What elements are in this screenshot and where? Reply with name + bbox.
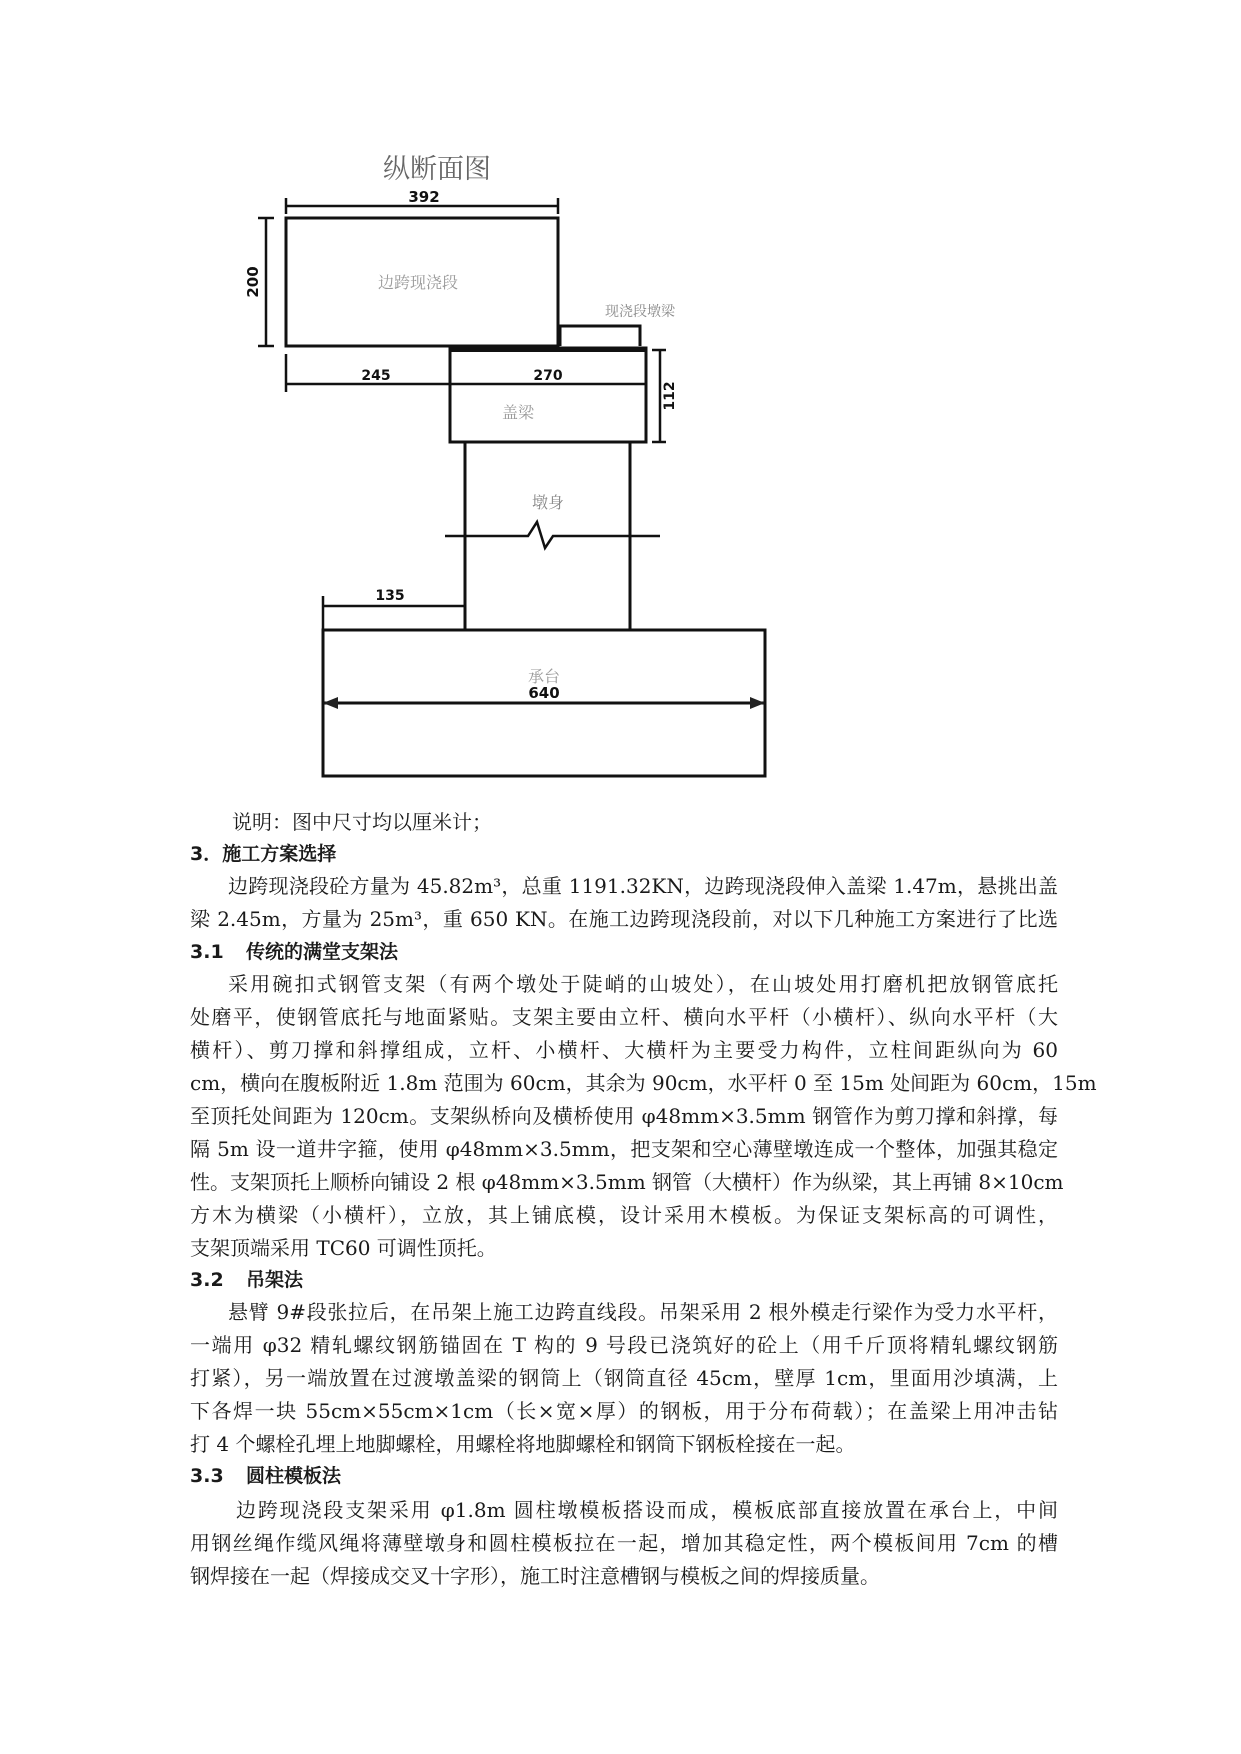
section-3-3-heading <box>190 1460 341 1492</box>
section-3-3-line: 边跨现浇段支架采用 φ1.8m 圆柱墩模板搭设而成，模板底部直接放置在承台上，中间 <box>236 1498 1058 1522</box>
label-cast-segment: 边跨现浇段 <box>377 273 459 292</box>
section-3-2-line: 打紧），另一端放置在过渡墩盖梁的钢筒上（钢筒直径 45cm，壁厚 1cm，里面用沙填满，上 <box>190 1366 1058 1390</box>
section-3-1-line: 支架顶端采用 TC60 可调性顶托。 <box>190 1236 497 1260</box>
label-adjacent-segment: 现浇段墩梁 <box>605 304 675 320</box>
section-3-2-line: 一端用 φ32 精轧螺纹钢筋锚固在 T 构的 9 号段已浇筑好的砼上（用千斤顶将精轧螺纹钢筋 <box>190 1333 1058 1357</box>
section-title: 吊架法 <box>246 1269 304 1291</box>
section-3-line: 边跨现浇段砼方量为 45.82m³，总重 1191.32KN，边跨现浇段伸入盖梁 1.47m，悬挑出盖 <box>228 874 1058 898</box>
label-pier-body: 墩身 <box>531 493 565 512</box>
section-3-1-line: 至顶托处间距为 120cm。支架纵桥向及横桥使用 φ48mm×3.5mm 钢管作为剪刀撑和斜撑，每 <box>190 1104 1058 1128</box>
section-3-1-line: 隔 5m 设一道井字箍，使用 φ48mm×3.5mm，把支架和空心薄壁墩连成一个整体，加强其稳定 <box>190 1137 1058 1161</box>
section-3-3-line: 钢焊接在一起（焊接成交叉十字形），施工时注意槽钢与模板之间的焊接质量。 <box>190 1564 880 1588</box>
section-3-1-heading <box>190 936 398 968</box>
section-3-1-line: cm，横向在腹板附近 1.8m 范围为 60cm，其余为 90cm，水平杆 0 至 15m 处间距为 60cm，15m <box>190 1071 1097 1095</box>
section-3-1-line: 采用碗扣式钢管支架（有两个墩处于陡峭的山坡处），在山坡处用打磨机把放钢管底托 <box>228 972 1058 996</box>
section-3-2-line: 悬臂 9#段张拉后，在吊架上施工边跨直线段。吊架采用 2 根外模走行梁作为受力水平杆， <box>228 1300 1058 1324</box>
section-3-1-line: 横杆）、剪刀撑和斜撑组成，立杆、小横杆、大横杆为主要受力构件，立柱间距纵向为 60 <box>190 1038 1058 1062</box>
arrow-left <box>323 697 338 709</box>
section-title: 传统的满堂支架法 <box>246 941 399 963</box>
section-title: 圆柱模板法 <box>246 1465 342 1487</box>
dim-label-pile-cap-width: 640 <box>528 684 560 702</box>
section-3-2-heading <box>190 1264 303 1296</box>
cap-beam-box <box>450 348 646 442</box>
section-drawing <box>0 0 1241 800</box>
label-cap-beam: 盖梁 <box>501 403 535 422</box>
arrow-right <box>750 697 765 709</box>
label-pile-cap: 承台 <box>527 667 561 686</box>
section-3-2-line: 打 4 个螺栓孔埋上地脚螺栓，用螺栓将地脚螺栓和钢筒下钢板栓接在一起。 <box>190 1432 856 1456</box>
dim-label-segment-width: 392 <box>408 188 440 206</box>
dim-label-cap-width: 270 <box>533 368 563 384</box>
section-number: 3.3 <box>190 1465 224 1487</box>
break-line <box>445 522 660 548</box>
dim-label-cap-height: 112 <box>662 381 678 411</box>
section-3-1-line: 处磨平，使钢管底托与地面紧贴。支架主要由立杆、横向水平杆（小横杆）、纵向水平杆（大 <box>190 1005 1058 1029</box>
section-3-line: 梁 2.45m，方量为 25m³，重 650 KN。在施工边跨现浇段前，对以下几种施工方案进行了比选 <box>190 907 1058 931</box>
figure-note: 说明：图中尺寸均以厘米计； <box>232 810 492 834</box>
section-3-1-line: 性。支架顶托上顺桥向铺设 2 根 φ48mm×3.5mm 钢管（大横杆）作为纵梁，其上再铺 8×10cm <box>190 1170 1064 1194</box>
figure-title: 纵断面图 <box>383 154 491 185</box>
dim-label-overhang: 245 <box>361 368 391 384</box>
section-3-1-line: 方木为横梁（小横杆），立放，其上铺底模，设计采用木模板。为保证支架标高的可调性， <box>190 1203 1058 1227</box>
section-number: 3.1 <box>190 941 224 963</box>
dim-label-segment-height: 200 <box>244 266 262 298</box>
section-3-2-line: 下各焊一块 55cm×55cm×1cm（长×宽×厚）的钢板，用于分布荷载）；在盖梁上用冲击钻 <box>190 1399 1058 1423</box>
section-3-3-line: 用钢丝绳作缆风绳将薄壁墩身和圆柱模板拉在一起，增加其稳定性，两个模板间用 7cm 的槽 <box>190 1531 1058 1555</box>
section-number: 3.2 <box>190 1269 224 1291</box>
adjacent-segment-outline <box>560 326 640 346</box>
dim-label-cap-offset: 135 <box>375 588 405 604</box>
section-3-heading: 3．施工方案选择 <box>190 843 337 865</box>
